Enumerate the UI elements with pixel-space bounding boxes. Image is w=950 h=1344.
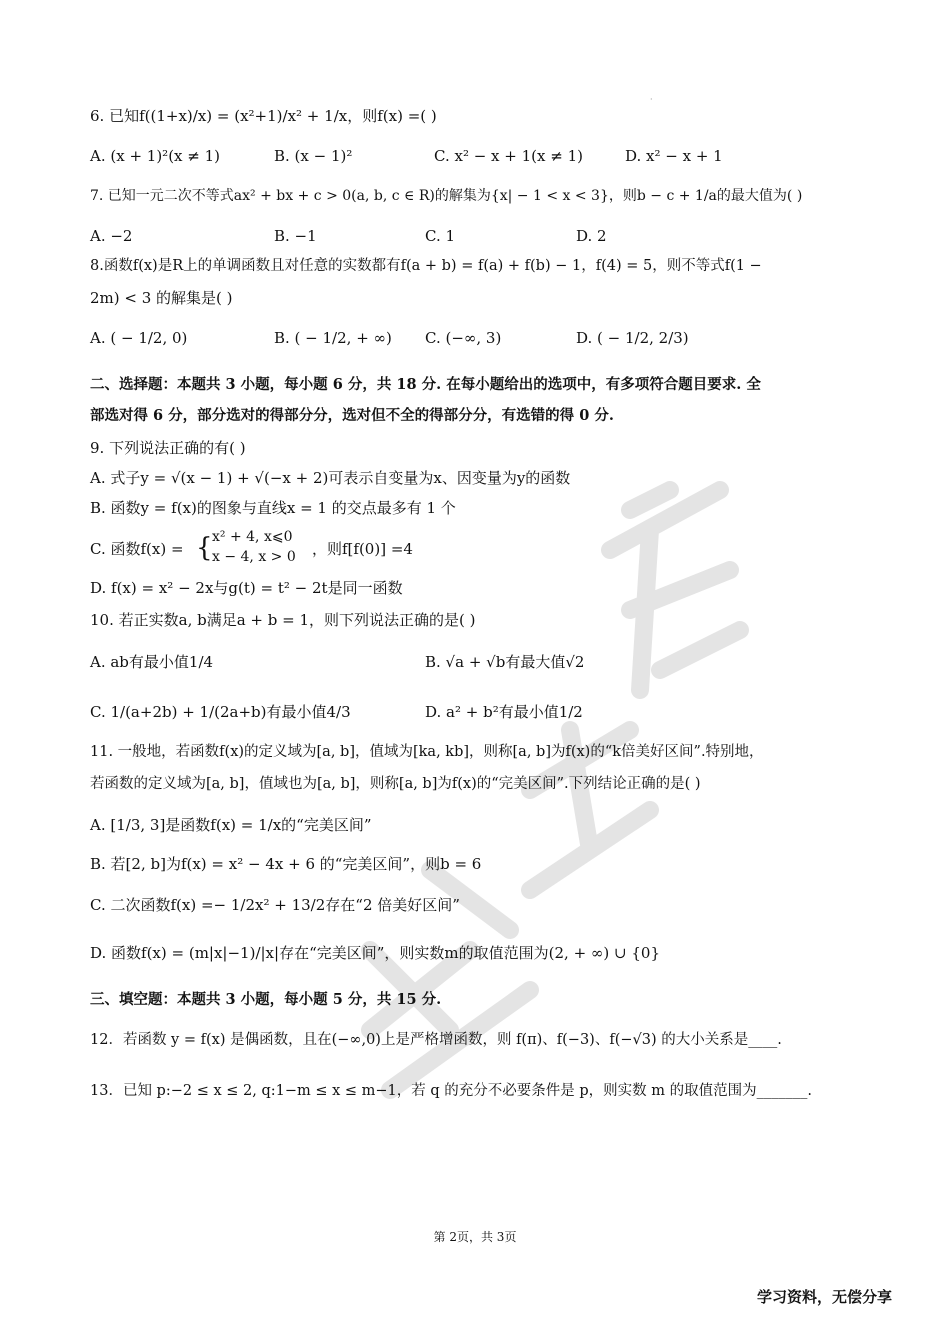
q13-stem: 13．已知 p:−2 ≤ x ≤ 2, q:1−m ≤ x ≤ m−1，若 q 的充分不必要条件是 p，则实数 m 的取值范围为_______. (90, 1083, 813, 1099)
q11-stem-line2: 若函数的定义域为[a, b]，值域也为[a, b]，则称[a, b]为f(x)的“完美区间”.下列结论正确的是( ) (90, 776, 701, 792)
dot-mark: · (650, 95, 653, 104)
q12-stem: 12．若函数 y = f(x) 是偶函数，且在(−∞,0)上是严格增函数，则 f(π)、f(−3)、f(−√3) 的大小关系是____. (90, 1032, 782, 1048)
q8-option-d: D. ( − 1/2, 2/3) (576, 329, 689, 347)
q9-option-a: A. 式子y = √(x − 1) + √(−x + 2)可表示自变量为x、因变量为y的函数 (90, 469, 571, 487)
q8-option-c: C. (−∞, 3) (425, 329, 502, 347)
q6-option-d: D. x² − x + 1 (625, 147, 723, 165)
q10-option-c: C. 1/(a+2b) + 1/(2a+b)有最小值4/3 (90, 703, 351, 721)
q8-option-b: B. ( − 1/2, + ∞) (274, 329, 392, 347)
q9-option-c-bottom: x − 4, x > 0 (212, 549, 296, 565)
q8-option-a: A. ( − 1/2, 0) (90, 329, 188, 347)
q6-option-b: B. (x − 1)² (274, 147, 353, 165)
q6-option-a: A. (x + 1)²(x ≠ 1) (90, 147, 221, 165)
q7-option-d: D. 2 (576, 227, 607, 245)
q7-option-c: C. 1 (425, 227, 456, 245)
q10-stem: 10. 若正实数a, b满足a + b = 1，则下列说法正确的是( ) (90, 611, 476, 629)
section2-line2: 部选对得 6 分，部分选对的得部分分，选对但不全的得部分分，有选错的得 0 分. (90, 407, 614, 424)
q7-stem: 7. 已知一元二次不等式ax² + bx + c > 0(a, b, c ∈ R)的解集为{x| − 1 < x < 3}，则b − c + 1/a的最大值为( ) (90, 188, 803, 204)
q8-stem-line1: 8.函数f(x)是R上的单调函数且对任意的实数都有f(a + b) = f(a) + f(b) − 1，f(4) = 5，则不等式f(1 − (90, 258, 762, 274)
q7-option-a: A. −2 (90, 227, 133, 245)
corner-note: 学习资料，无偿分享 (756, 1288, 892, 1306)
q6-option-c: C. x² − x + 1(x ≠ 1) (434, 147, 583, 165)
q6-stem: 6. 已知f((1+x)/x) = (x²+1)/x² + 1/x，则f(x) =( ) (90, 107, 437, 125)
q8-stem-line2: 2m) < 3 的解集是( ) (90, 289, 233, 307)
section3-heading: 三、填空题：本题共 3 小题，每小题 5 分，共 15 分. (90, 991, 442, 1008)
q11-option-b: B. 若[2, b]为f(x) = x² − 4x + 6 的“完美区间”，则b = 6 (90, 855, 482, 873)
section2-line1: 二、选择题：本题共 3 小题，每小题 6 分，共 18 分. 在每小题给出的选项中，有多项符合题目要求. 全 (90, 376, 761, 393)
q9-brace: { (196, 533, 213, 563)
q10-option-b: B. √a + √b有最大值√2 (425, 653, 585, 671)
q11-option-d: D. 函数f(x) = (m|x|−1)/|x|存在“完美区间”，则实数m的取值范围为(2, + ∞) ∪ {0} (90, 944, 660, 962)
q10-option-d: D. a² + b²有最小值1/2 (425, 703, 583, 721)
q10-option-a: A. ab有最小值1/4 (90, 653, 214, 671)
q11-stem-line1: 11. 一般地，若函数f(x)的定义域为[a, b]，值域为[ka, kb]，则称[a, b]为f(x)的“k倍美好区间”.特别地， (90, 744, 764, 760)
q9-option-d: D. f(x) = x² − 2x与g(t) = t² − 2t是同一函数 (90, 579, 403, 597)
q9-option-c-top: x² + 4, x⩽0 (212, 529, 293, 545)
page-footer: 第 2页，共 3页 (433, 1230, 517, 1244)
q9-option-c-prefix: C. 函数f(x) = (90, 540, 184, 558)
q9-option-c-suffix: ，则f[f(0)] =4 (312, 540, 413, 558)
q9-option-b: B. 函数y = f(x)的图象与直线x = 1 的交点最多有 1 个 (90, 499, 456, 517)
q11-option-a: A. [1/3, 3]是函数f(x) = 1/x的“完美区间” (90, 816, 372, 834)
q11-option-c: C. 二次函数f(x) =− 1/2x² + 13/2存在“2 倍美好区间” (90, 896, 460, 914)
q7-option-b: B. −1 (274, 227, 317, 245)
q9-stem: 9. 下列说法正确的有( ) (90, 439, 246, 457)
